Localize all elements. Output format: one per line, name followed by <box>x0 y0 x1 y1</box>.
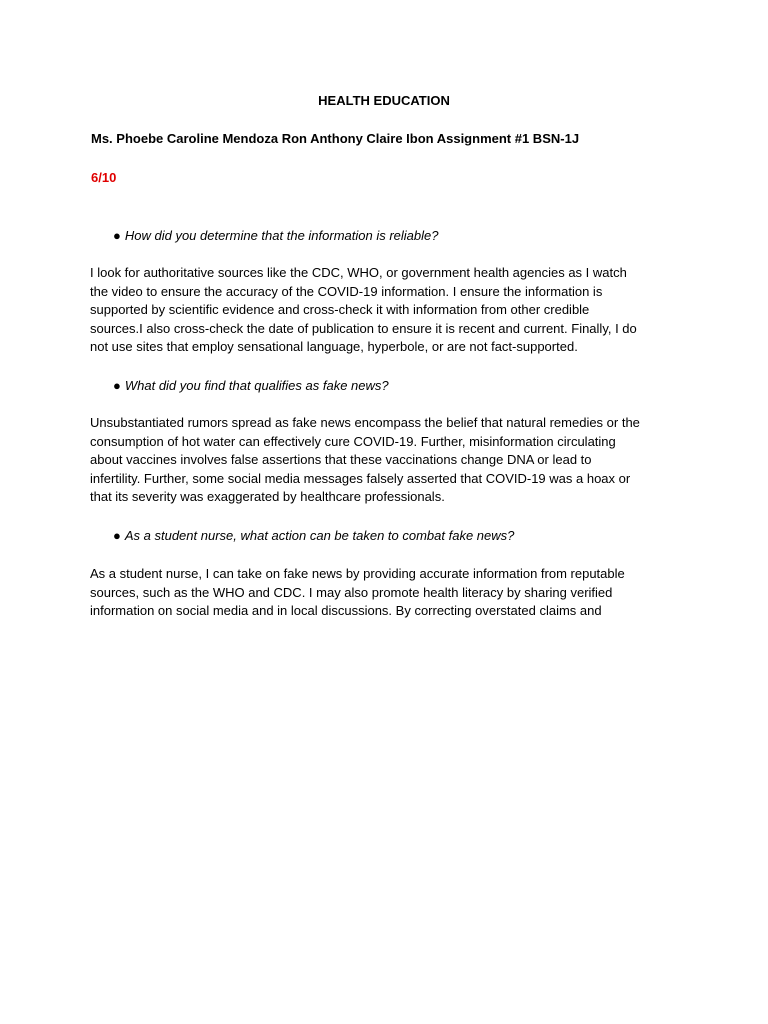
question-1 <box>113 227 438 245</box>
answer-2-line: Unsubstantiated rumors spread as fake news encompass the belief that natural remedies or the <box>90 415 640 430</box>
answer-3-line: information on social media and in local discussions. By correcting overstated claims and <box>90 603 602 619</box>
bullet-icon: ● <box>113 228 121 243</box>
question-3 <box>113 527 514 545</box>
answer-1-line: I look for authoritative sources like the CDC, WHO, or government health agencies as I watch <box>90 265 627 280</box>
question-2 <box>113 377 389 395</box>
author-byline: Ms. Phoebe Caroline Mendoza Ron Anthony Claire Ibon Assignment #1 BSN-1J <box>91 131 580 146</box>
answer-2 <box>90 414 690 507</box>
answer-2-line: that its severity was exaggerated by healthcare professionals. <box>90 489 445 505</box>
bullet-icon: ● <box>113 528 121 543</box>
answer-2-line: infertility. Further, some social media messages falsely asserted that COVID-19 was a hoax or <box>90 470 631 486</box>
answer-1-line: not use sites that employ sensational language, hyperbole, or are not fact-supported. <box>90 339 578 355</box>
question-2-text: What did you find that qualifies as fake news? <box>124 378 389 393</box>
answer-3 <box>90 565 690 621</box>
bullet-icon: ● <box>113 378 121 393</box>
answer-1-line: supported by scientific evidence and cross-check it with information from other credible <box>90 302 590 318</box>
score-label: 6/10 <box>91 170 117 185</box>
answer-1-line: the video to ensure the accuracy of the COVID-19 information. I ensure the information is <box>90 283 603 299</box>
question-3-text: As a student nurse, what action can be taken to combat fake news? <box>124 528 515 543</box>
answer-1 <box>90 264 690 357</box>
question-1-text: How did you determine that the information is reliable? <box>124 228 439 243</box>
answer-1-line: sources.I also cross-check the date of publication to ensure it is recent and current. Finally, I do <box>90 320 637 336</box>
answer-3-line: sources, such as the WHO and CDC. I may also promote health literacy by sharing verified <box>90 584 613 600</box>
answer-2-line: consumption of hot water can effectively cure COVID-19. Further, misinformation circulating <box>90 433 616 449</box>
answer-2-line: about vaccines involves false assertions that these vaccinations change DNA or lead to <box>90 452 592 468</box>
answer-3-line: As a student nurse, I can take on fake news by providing accurate information from reputable <box>90 566 625 581</box>
document-title: HEALTH EDUCATION <box>318 93 450 108</box>
